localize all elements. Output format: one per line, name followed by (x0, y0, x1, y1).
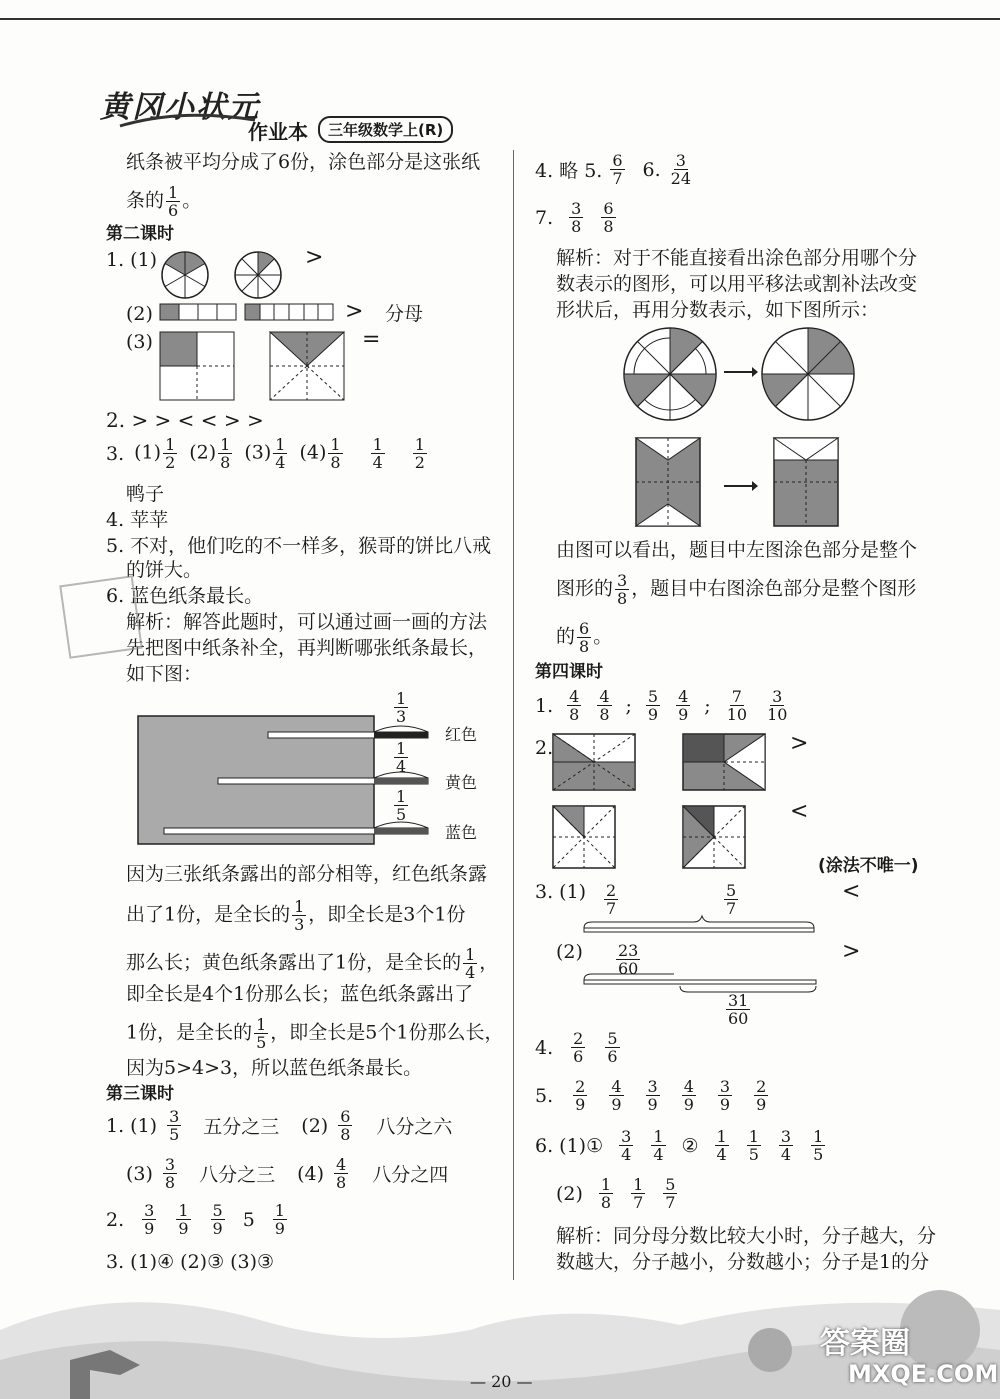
book-title: 作业本 (248, 120, 308, 144)
strip-label-blue: 蓝色 (445, 823, 478, 842)
l2-q6: 6. 蓝色纸条最长。 (106, 585, 264, 607)
l4-q3-number-line-1 (584, 916, 816, 934)
l2-q3-item: (1) $\frac{1}{2}$ (134, 435, 176, 472)
l4-q3-frac-b: $\frac{5}{7}$ (726, 881, 737, 918)
l4-q2-rect-1 (553, 734, 639, 794)
l2-q5-line2: 的饼大。 (126, 559, 203, 581)
l4-q3-frac-d: $\frac{31}{60}$ (728, 991, 749, 1028)
r-analysis-2: 数表示的图形，可以用平移法或割补法改变 (556, 273, 918, 295)
l4-q3-frac-c: $\frac{23}{60}$ (618, 941, 639, 978)
circle-fraction-2 (233, 250, 283, 300)
l4-q2-square-1 (553, 806, 619, 872)
l4-q1: 1. $\frac{4}{8}$ $\frac{4}{8}$ ; $\frac{5}{9}$ $\frac{4}{9}$ ; $\frac{7}{10}$ $\frac{3}{10}$ (535, 687, 788, 724)
stamp-watermark (59, 575, 143, 659)
arrow-icon (724, 366, 758, 378)
strip-frac-red: $\frac{1}{3}$ (396, 689, 407, 726)
l4-q3-1-label: 3. (1) (535, 881, 587, 903)
square-fraction-1 (160, 332, 238, 404)
l4-q2-sym-1: > (790, 731, 809, 756)
r-analysis-3: 形状后，再用分数表示，如下图所示： (556, 299, 880, 321)
circle-fraction-1 (160, 250, 210, 300)
l2-q6-analysis-2: 先把图中纸条补全，再判断哪张纸条最长， (126, 637, 488, 659)
intro-line-2: 条的 $\frac{1}{6}$ 。 (126, 183, 202, 220)
l3-q1-row2: (3) $\frac{3}{8}$ 八分之三 (4) $\frac{4}{8}$ 八分之四 (126, 1155, 449, 1192)
lesson3-heading: 第三课时 (106, 1084, 174, 1104)
l4-q3-sym-1: < (842, 879, 861, 904)
l4-q2-note: (涂法不唯一) (818, 856, 919, 876)
l3-q2: 2. $\frac{3}{9}$ $\frac{1}{9}$ $\frac{5}{9}$ 5 $\frac{1}{9}$ (106, 1201, 285, 1238)
l2-q1-1-answer: > (305, 245, 324, 270)
l2-q1-1-label: 1. (1) (106, 249, 158, 271)
column-divider (513, 150, 514, 1280)
strip-fraction-1 (160, 304, 240, 322)
l2-q6-analysis-3: 如下图： (126, 663, 203, 685)
lesson4-heading: 第四课时 (535, 662, 603, 682)
explain-5: 1份，是全长的 $\frac{1}{5}$ ，即全长是5个1份那么长， (126, 1015, 504, 1052)
l2-q1-3-label: (3) (126, 331, 153, 353)
l4-q5: 5. $\frac{2}{9}$ $\frac{4}{9}$ $\frac{3}{9}$ $\frac{4}{9}$ $\frac{3}{9}$ $\frac{2}{9}$ (535, 1077, 767, 1114)
top-rule (0, 18, 1000, 20)
l2-q1-2-word: 分母 (385, 303, 424, 325)
l2-q3-item: $\frac{1}{2}$ (414, 435, 425, 472)
strip-frac-blue: $\frac{1}{5}$ (396, 787, 407, 824)
watermark-site: MXQE.COM (848, 1360, 999, 1388)
ring-diagram-before (622, 326, 718, 422)
brand-swoosh (120, 112, 260, 132)
l3-q1-row1: 1. (1) $\frac{3}{5}$ 五分之三 (2) $\frac{6}{8}$ 八分之六 (106, 1107, 453, 1144)
final-analysis-1: 解析：同分母分数比较大小时，分子越大，分 (556, 1225, 937, 1247)
l2-q3-item: (2) $\frac{1}{8}$ (189, 435, 231, 472)
brand-logo: 黄冈小状元 (100, 90, 260, 125)
r-q4-q6: 4. 略 5. $\frac{6}{7}$ 6. $\frac{3}{24}$ (535, 151, 692, 188)
r-conclusion-2: 图形的 $\frac{3}{8}$ ，题目中右图涂色部分是整个图形 (556, 571, 917, 608)
l4-q2-square-2 (683, 806, 749, 872)
l2-q3-note: 鸭子 (126, 483, 165, 505)
rect-diagram-before (636, 438, 704, 530)
explain-2: 出了1份，是全长的 $\frac{1}{3}$ ，即全长是3个1份 (126, 897, 466, 934)
watermark-cn: 答案圈 (820, 1326, 910, 1361)
l2-q1-2-answer: > (345, 299, 364, 324)
l4-q6-row1: 6. (1)① $\frac{3}{4}$ $\frac{1}{4}$ ② $\frac{1}{4}$ $\frac{1}{5}$ $\frac{3}{4}$ $\frac{1}{5}$ (535, 1127, 824, 1164)
arrow-icon (724, 480, 758, 492)
l2-q4: 4. 苹苹 (106, 509, 169, 531)
l2-q6-analysis-1: 解析：解答此题时，可以通过画一画的方法 (126, 611, 488, 633)
l2-q1-2-label: (2) (126, 303, 153, 325)
l2-q1-3-answer: = (362, 327, 381, 352)
l4-q3-number-line-2 (584, 972, 820, 996)
intro-line-1: 纸条被平均分成了6份，涂色部分是这张纸 (126, 151, 481, 173)
explain-4: 即全长是4个1份那么长；蓝色纸条露出了 (126, 983, 474, 1005)
final-analysis-2: 数越大，分子越小，分数越小；分子是1的分 (556, 1251, 930, 1273)
l2-q3-item: $\frac{1}{4}$ (372, 435, 383, 472)
strip-label-red: 红色 (445, 725, 478, 744)
r-q7: 7. $\frac{3}{8}$ $\frac{6}{8}$ (535, 199, 614, 236)
square-fraction-2 (270, 332, 348, 404)
l2-q3-item: (4) $\frac{1}{8}$ (299, 435, 341, 472)
strip-label-yellow: 黄色 (445, 773, 478, 792)
explain-3: 那么长；黄色纸条露出了1份，是全长的 $\frac{1}{4}$ ， (126, 945, 499, 982)
l2-q3-item: (3) $\frac{1}{4}$ (244, 435, 286, 472)
explain-1: 因为三张纸条露出的部分相等，红色纸条露 (126, 863, 488, 885)
explain-6: 因为5>4>3，所以蓝色纸条最长。 (126, 1057, 423, 1079)
l4-q2-rect-2 (683, 734, 769, 794)
l4-q3-frac-a: $\frac{2}{7}$ (606, 881, 617, 918)
r-conclusion-3: 的 $\frac{6}{8}$ 。 (556, 619, 613, 656)
l2-q5-line1: 5. 不对，他们吃的不一样多，猴哥的饼比八戒 (106, 535, 492, 557)
l4-q4: 4. $\frac{2}{6}$ $\frac{5}{6}$ (535, 1029, 618, 1066)
ring-diagram-after (760, 326, 856, 422)
grade-badge: 三年级数学上(R) (318, 116, 453, 143)
l4-q2-sym-2: < (790, 799, 809, 824)
l4-q2-label: 2. (535, 737, 554, 759)
l2-q3: 3. (1) $\frac{1}{2}$ (2) $\frac{1}{8}$ (3) $\frac{1}{4}$ (4) $\frac{1}{8}$ $\frac{1}{4}$ $\frac{1}{2}$ (106, 436, 429, 471)
l2-q2: 2. > > < < > > (106, 408, 264, 432)
l4-q3-2-label: (2) (556, 941, 583, 963)
lesson2-heading: 第二课时 (106, 224, 174, 244)
l4-q6-row2: (2) $\frac{1}{8}$ $\frac{1}{7}$ $\frac{5}{7}$ (556, 1175, 676, 1212)
strip-fraction-2 (245, 304, 335, 322)
r-analysis-1: 解析：对于不能直接看出涂色部分用哪个分 (556, 247, 918, 269)
l3-q3: 3. (1)④ (2)③ (3)③ (106, 1251, 275, 1273)
rect-diagram-after (774, 438, 842, 530)
page-number: — 20 — (470, 1372, 533, 1391)
strip-frac-yellow: $\frac{1}{4}$ (396, 739, 407, 776)
l4-q3-sym-2: > (842, 939, 861, 964)
r-conclusion-1: 由图可以看出，题目中左图涂色部分是整个 (556, 539, 918, 561)
